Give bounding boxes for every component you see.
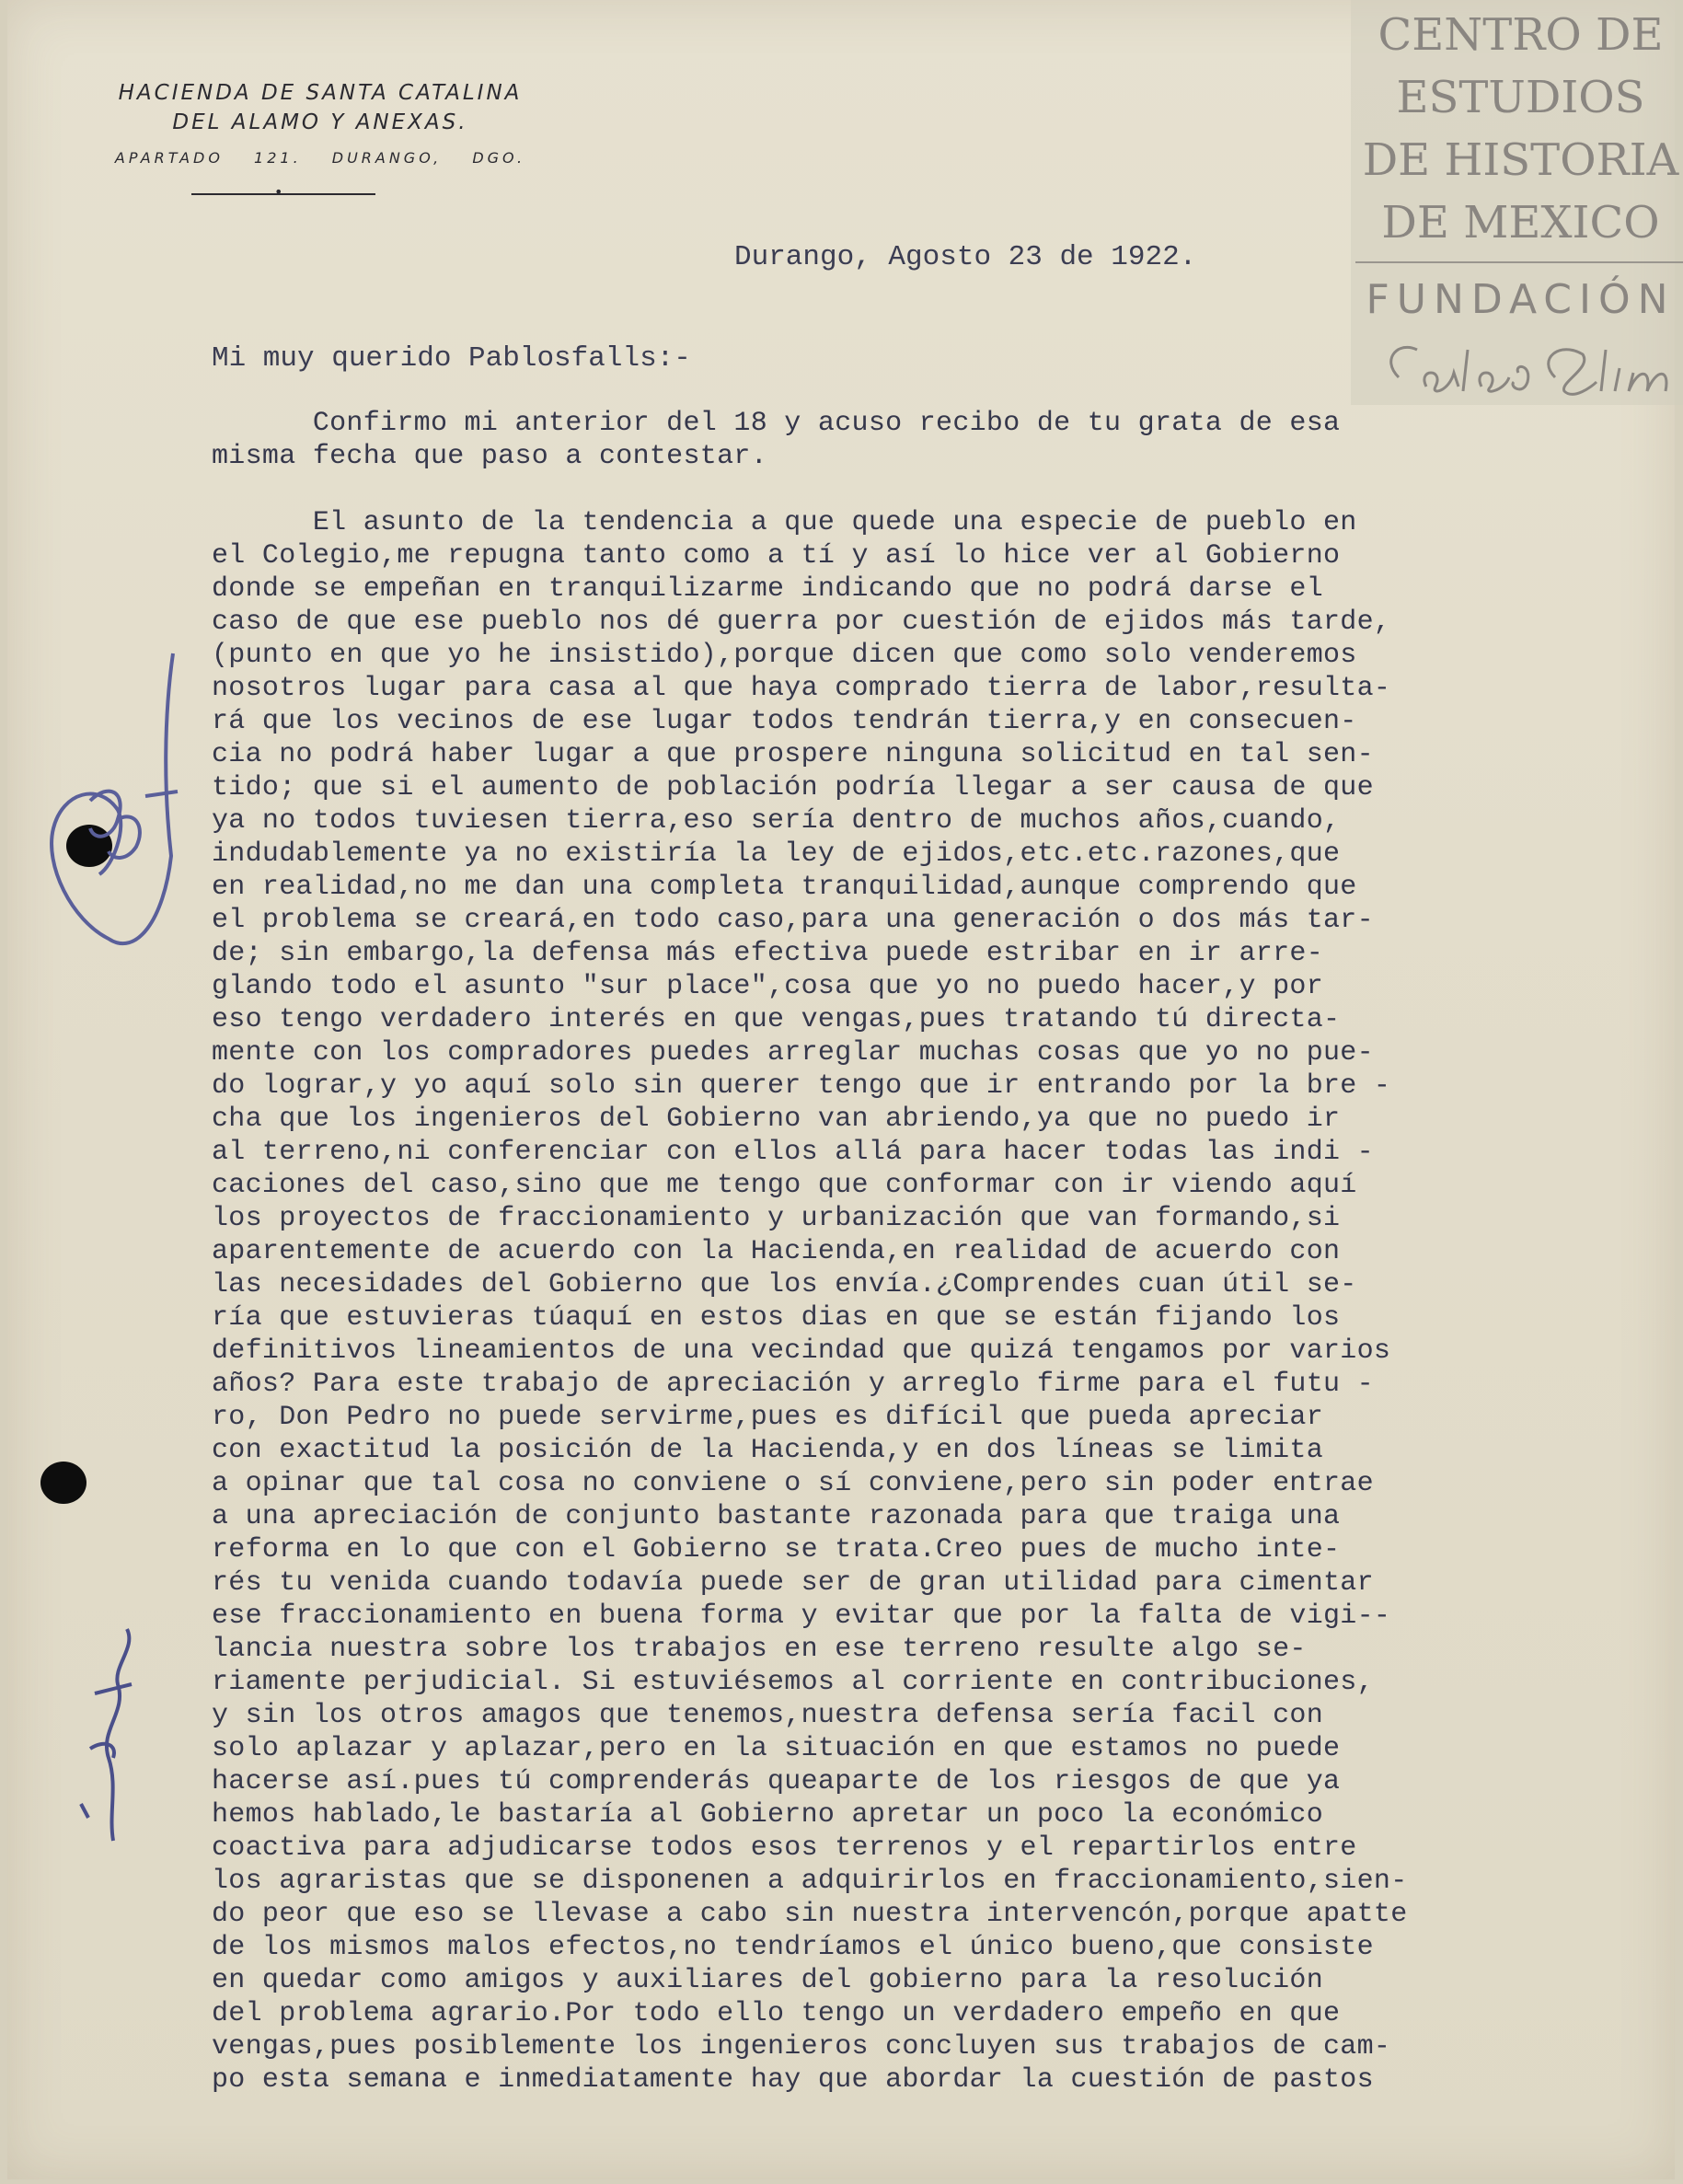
letter-line: misma fecha que paso a contestar. xyxy=(212,441,767,472)
letter-line: tido; que si el aumento de población podría llegar a ser causa de que xyxy=(212,772,1374,803)
letter-line: en quedar como amigos y auxiliares del gobierno para la resolución xyxy=(212,1965,1323,1996)
letter-line: glando todo el asunto "sur place",cosa que yo no puedo hacer,y por xyxy=(212,971,1323,1002)
letterhead-divider xyxy=(191,193,375,195)
letter-line: mente con los compradores puedes arreglar muchas cosas que yo no pue- xyxy=(212,1037,1374,1069)
letter-line: solo aplazar y aplazar,pero en la situación en que estamos no puede xyxy=(212,1733,1341,1764)
watermark-signature xyxy=(1362,331,1683,405)
letter-line: riamente perjudicial. Si estuviésemos al corriente en contribuciones, xyxy=(212,1667,1374,1698)
letter-line: los proyectos de fraccionamiento y urbanización que van formando,si xyxy=(212,1203,1341,1234)
letter-line: ro, Don Pedro no puede servirme,pues es difícil que pueda apreciar xyxy=(212,1402,1323,1433)
aparte-annotation xyxy=(63,1620,155,1859)
watermark-line-3: DE HISTORIA xyxy=(1362,134,1679,186)
letter-line: vengas,pues posiblemente los ingenieros concluyen sus trabajos de cam- xyxy=(212,2031,1391,2063)
punch-hole-bottom xyxy=(40,1462,86,1504)
letter-line: reforma en lo que con el Gobierno se trata.Creo pues de mucho inte- xyxy=(212,1534,1341,1566)
letter-line: el problema se creará,en todo caso,para una generación o dos más tar- xyxy=(212,905,1374,936)
watermark-foundation: FUNDACIÓN xyxy=(1366,276,1676,323)
letter-line: y sin los otros amagos que tenemos,nuestra defensa sería facil con xyxy=(212,1700,1323,1731)
watermark-line-2: ESTUDIOS xyxy=(1396,72,1645,123)
letter-body xyxy=(212,407,1647,2097)
letter-line: nosotros lugar para casa al que haya comprado tierra de labor,resulta- xyxy=(212,673,1391,704)
letter-line: coactiva para adjudicarse todos esos terrenos y el repartirlos entre xyxy=(212,1832,1357,1864)
letter-line: po esta semana e inmediatamente hay que abordar la cuestión de pastos xyxy=(212,2064,1374,2096)
watermark-divider xyxy=(1355,261,1683,263)
letter-line: caso de que ese pueblo nos dé guerra por cuestión de ejidos más tarde, xyxy=(212,607,1391,638)
watermark-line-1: CENTRO DE xyxy=(1378,9,1664,61)
letterhead-name: HACIENDA DE SANTA CATALINA xyxy=(118,81,523,105)
letter-line: con exactitud la posición de la Hacienda,y en dos líneas se limita xyxy=(212,1435,1323,1466)
letter-line: a una apreciación de conjunto bastante razonada para que traiga una xyxy=(212,1501,1341,1532)
letterhead-address: APARTADO 121. DURANGO, DGO. xyxy=(114,149,526,167)
letter-line: al terreno,ni conferenciar con ellos allá para hacer todas las indi - xyxy=(212,1137,1374,1168)
watermark-line-4: DE MEXICO xyxy=(1381,197,1660,248)
letter-line: caciones del caso,sino que me tengo que conformar con ir viendo aquí xyxy=(212,1170,1357,1201)
letter-line: rés tu venida cuando todavía puede ser de gran utilidad para cimentar xyxy=(212,1567,1374,1599)
letter-line: eso tengo verdadero interés en que vengas,pues tratando tú directa- xyxy=(212,1004,1341,1035)
letter-line: rá que los vecinos de ese lugar todos tendrán tierra,y en consecuen- xyxy=(212,706,1357,737)
letter-line: años? Para este trabajo de apreciación y arreglo firme para el futu - xyxy=(212,1369,1374,1400)
letter-line: hemos hablado,le bastaría al Gobierno apretar un poco la económico xyxy=(212,1799,1323,1831)
letter-line: el Colegio,me repugna tanto como a tí y así lo hice ver al Gobierno xyxy=(212,540,1341,572)
letter-page xyxy=(7,0,1679,2179)
letter-line: las necesidades del Gobierno que los envía.¿Comprendes cuan útil se- xyxy=(212,1269,1357,1300)
letterhead xyxy=(63,81,578,167)
initials-monogram xyxy=(26,644,191,976)
archive-watermark xyxy=(1351,0,1683,405)
letter-line: a opinar que tal cosa no conviene o sí conviene,pero sin poder entrae xyxy=(212,1468,1374,1499)
letter-line: hacerse así.pues tú comprenderás queaparte de los riesgos de que ya xyxy=(212,1766,1341,1797)
letter-line: del problema agrario.Por todo ello tengo un verdadero empeño en que xyxy=(212,1998,1341,2029)
letter-line: do lograr,y yo aquí solo sin querer tengo que ir entrando por la bre - xyxy=(212,1070,1391,1102)
letter-line: ese fraccionamiento en buena forma y evitar que por la falta de vigi-- xyxy=(212,1600,1391,1632)
letter-line: (punto en que yo he insistido),porque dicen que como solo venderemos xyxy=(212,640,1357,671)
letter-line: cha que los ingenieros del Gobierno van abriendo,ya que no puedo ir xyxy=(212,1104,1341,1135)
letter-line: do peor que eso se llevase a cabo sin nuestra intervencón,porque apatte xyxy=(212,1899,1408,1930)
letter-line: ya no todos tuviesen tierra,eso sería dentro de muchos años,cuando, xyxy=(212,805,1341,837)
letter-line: los agraristas que se disponenen a adquirirlos en fraccionamiento,sien- xyxy=(212,1866,1408,1897)
letter-line: aparentemente de acuerdo con la Hacienda,en realidad de acuerdo con xyxy=(212,1236,1341,1267)
letter-line: ría que estuvieras túaquí en estos dias en que se están fijando los xyxy=(212,1302,1341,1334)
letter-line: El asunto de la tendencia a que quede una especie de pueblo en xyxy=(212,507,1357,538)
letter-line: de los mismos malos efectos,no tendríamos el único bueno,que consiste xyxy=(212,1932,1374,1963)
letter-line: indudablemente ya no existiría la ley de ejidos,etc.etc.razones,que xyxy=(212,838,1341,870)
letter-line xyxy=(212,473,1647,506)
letter-line: de; sin embargo,la defensa más efectiva puede estribar en ir arre- xyxy=(212,938,1323,969)
letter-salutation: Mi muy querido Pablosfalls:- xyxy=(212,342,691,375)
letter-line: en realidad,no me dan una completa tranquilidad,aunque comprendo que xyxy=(212,872,1357,903)
letter-date: Durango, Agosto 23 de 1922. xyxy=(734,241,1197,273)
letterhead-subtitle: DEL ALAMO Y ANEXAS. xyxy=(172,110,468,134)
letter-line: definitivos lineamientos de una vecindad que quizá tengamos por varios xyxy=(212,1335,1391,1367)
letter-line: donde se empeñan en tranquilizarme indicando que no podrá darse el xyxy=(212,573,1323,605)
letter-line: lancia nuestra sobre los trabajos en ese terreno resulte algo se- xyxy=(212,1634,1307,1665)
letter-line: Confirmo mi anterior del 18 y acuso recibo de tu grata de esa xyxy=(212,408,1341,439)
letter-line: cia no podrá haber lugar a que prospere ninguna solicitud en tal sen- xyxy=(212,739,1374,770)
